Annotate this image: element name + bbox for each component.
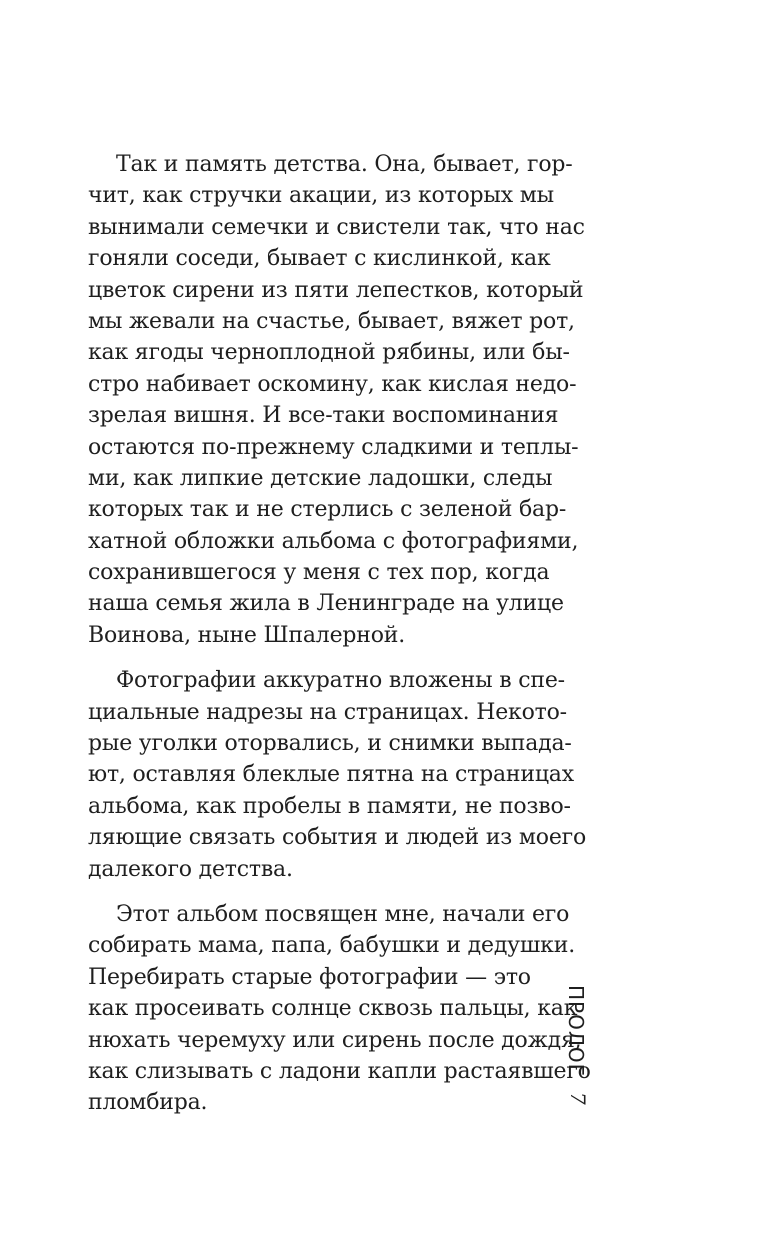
text-line: собирать мама, папа, бабушки и дедушки. (88, 933, 575, 959)
text-line: далекого детства. (88, 856, 293, 882)
text-line: сохранившегося у меня с тех пор, когда (88, 560, 550, 586)
text-line: чит, как стручки акации, из которых мы (88, 183, 554, 209)
text-line: Перебирать старые фотографии — это (88, 964, 531, 990)
text-line: остаются по-прежнему сладкими и теплы- (88, 434, 579, 460)
text-line: вынимали семечки и свистели так, что нас (88, 214, 585, 240)
text-line: зрелая вишня. И все-таки воспоминания (88, 403, 559, 429)
paragraph (88, 149, 585, 651)
text-line: стро набивает оскомину, как кислая недо- (88, 371, 577, 397)
text-line: наша семья жила в Ленинграде на улице (88, 591, 564, 617)
text-line: как слизывать с ладони капли растаявшего (88, 1058, 591, 1084)
text-line: ми, как липкие детские ладошки, следы (88, 465, 553, 491)
paragraph (88, 665, 587, 885)
text-line: Фотографии аккуратно вложены в спе- (116, 668, 565, 694)
text-line: цветок сирени из пяти лепестков, который (88, 277, 584, 303)
paragraph-spacer (88, 885, 530, 899)
text-line: ляющие связать события и людей из моего (88, 825, 587, 851)
text-line: Воинова, ныне Шпалерной. (88, 622, 406, 648)
text-line: циальные надрезы на страницах. Некото- (88, 699, 567, 725)
text-line: Этот альбом посвящен мне, начали его (116, 901, 570, 927)
paragraph-spacer (88, 651, 530, 665)
running-head: ПРОЛОГ (564, 985, 588, 1077)
text-line: пломбира. (88, 1090, 208, 1116)
text-line: гоняли соседи, бывает с кислинкой, как (88, 246, 551, 272)
text-line: альбома, как пробелы в памяти, не позво- (88, 793, 571, 819)
text-line: которых так и не стерлись с зеленой бар- (88, 497, 567, 523)
text-line: как ягоды черноплодной рябины, или бы- (88, 340, 570, 366)
text-line: Так и память детства. Она, бывает, гор- (116, 152, 573, 177)
text-line: хатной обложки альбома с фотографиями, (88, 528, 579, 554)
page-number: 7 (566, 1092, 590, 1105)
text-line: мы жевали на счастье, бывает, вяжет рот, (88, 308, 575, 334)
text-line: нюхать черемуху или сирень после дождя, (88, 1027, 582, 1053)
text-line: ют, оставляя блеклые пятна на страницах (88, 762, 574, 788)
text-line: как просеивать солнце сквозь пальцы, как (88, 996, 578, 1022)
text-line: рые уголки оторвались, и снимки выпада- (88, 731, 572, 757)
